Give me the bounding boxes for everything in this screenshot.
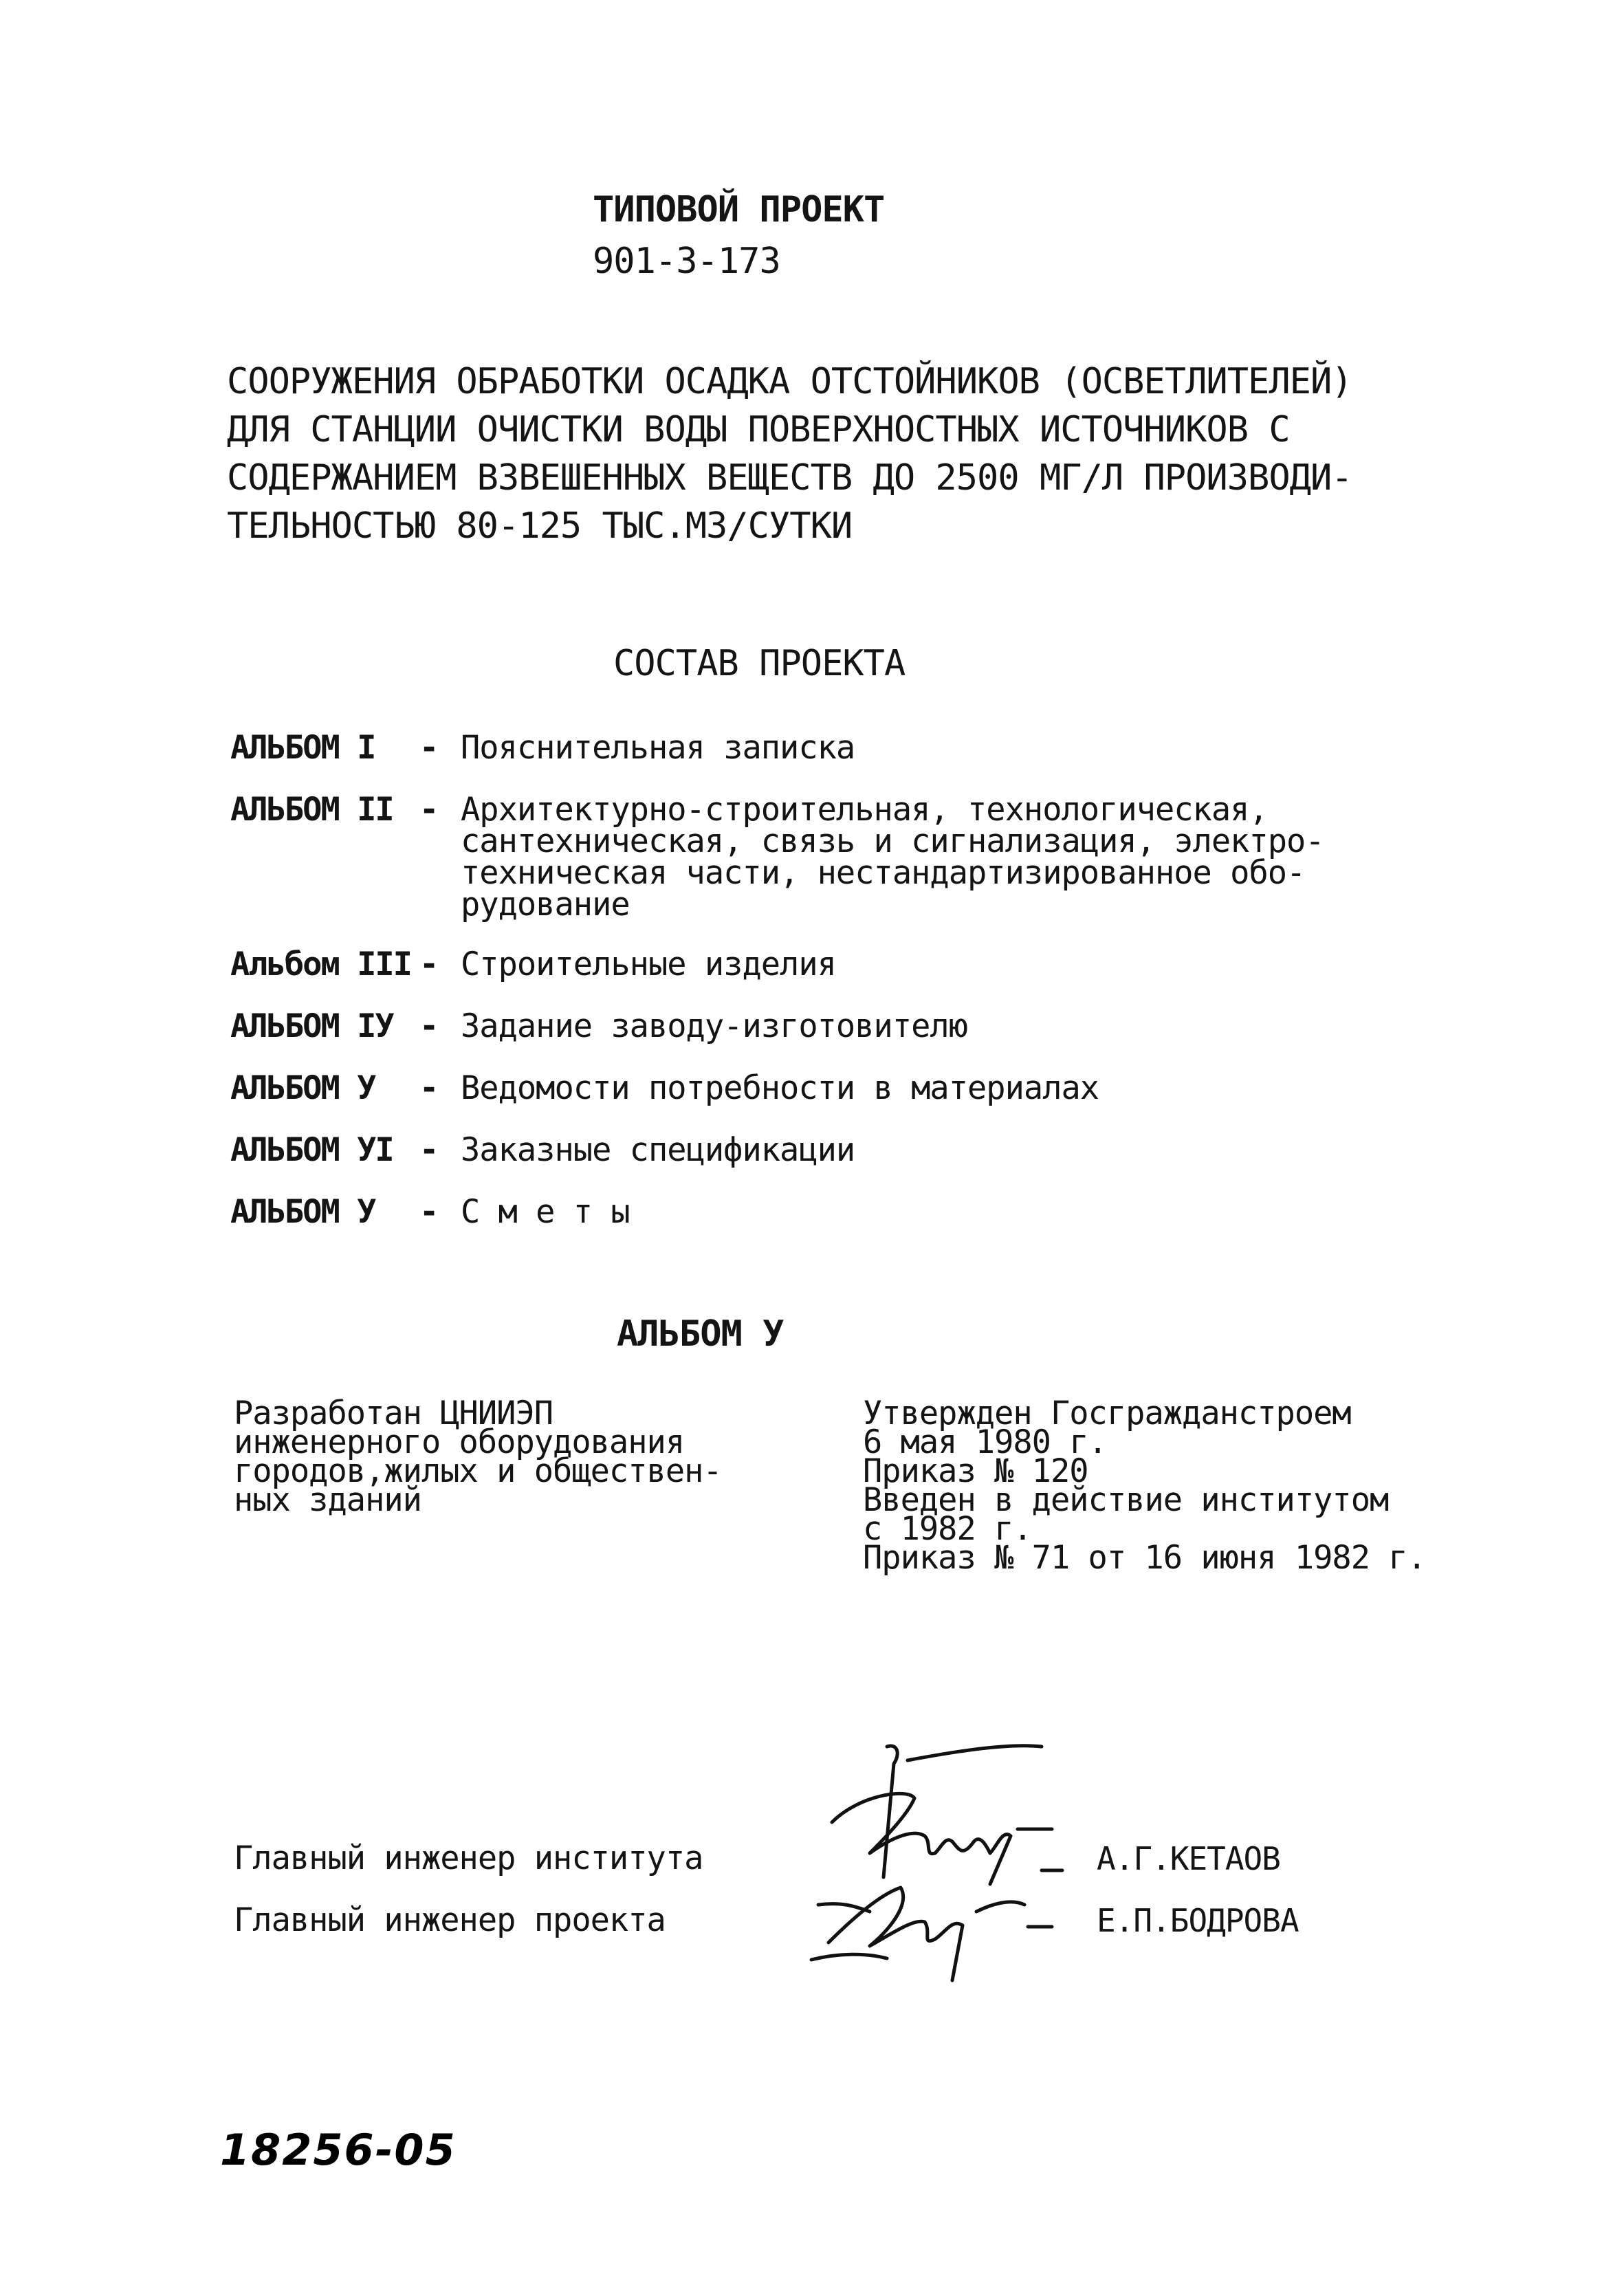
signature-role: Главный инженер проекта [234,1901,666,1939]
document-number: 901-3-173 [593,241,780,282]
developer-line: ных зданий [234,1481,421,1519]
album-name: АЛЬБОМ II [230,791,393,829]
signature-name: А.Г.КЕТАОВ [1097,1840,1280,1877]
approval-line: Введен в действие институтом [863,1481,1389,1519]
current-album-heading: АЛЬБОМ У [617,1313,784,1355]
approval-line: Приказ № 71 от 16 июня 1982 г. [863,1539,1426,1577]
project-title [227,358,1352,550]
album-description [461,1193,1399,1231]
approval-line: Утвержден Госгражданстроем [863,1395,1351,1432]
album-name: АЛЬБОМ У [230,1193,375,1231]
album-row [230,1193,1399,1231]
album-description-line: Архитектурно-строительная, технологическая, [461,791,1268,829]
album-description [461,729,1399,767]
album-dash: - [419,1007,439,1045]
album-description-line: С м е т ы [461,1193,630,1231]
album-name: АЛЬБОМ I [230,729,375,767]
signature-name: Е.П.БОДРОВА [1097,1902,1299,1939]
album-dash: - [419,945,439,983]
album-description-line: Ведомости потребности в материалах [461,1069,1099,1107]
approval-block [863,1395,1468,1577]
album-name: Альбом III [230,945,411,983]
album-description-line: сантехническая, связь и сигнализация, электро- [461,822,1324,860]
album-dash: - [419,1069,439,1107]
title-line: СОДЕРЖАНИЕМ ВЗВЕШЕННЫХ ВЕЩЕСТВ ДО 2500 МГ/Л ПРОИЗВОДИ- [227,457,1352,499]
album-name: АЛЬБОМ УI [230,1131,393,1169]
approval-line: Приказ № 120 [863,1452,1088,1490]
developer-line: городов,жилых и обществен- [234,1452,722,1490]
title-line: ДЛЯ СТАНЦИИ ОЧИСТКИ ВОДЫ ПОВЕРХНОСТНЫХ ИСТОЧНИКОВ С [227,409,1290,450]
album-row [230,1069,1399,1107]
album-description [461,1007,1399,1045]
album-description-line: Задание заводу-изготовителю [461,1007,968,1045]
album-description [461,945,1399,983]
developer-line: Разработан ЦНИИЭП [234,1395,553,1432]
archive-number: 18256-05 [220,2125,457,2175]
album-row [230,1007,1399,1045]
album-dash: - [419,791,439,829]
album-dash: - [419,729,439,767]
handwritten-signatures-icon [804,1733,1079,1994]
album-description-line: техническая части, нестандартизированное обо- [461,854,1306,892]
approval-line: с 1982 г. [863,1510,1032,1548]
developer-line: инженерного оборудования [234,1423,685,1461]
album-description-line: Строительные изделия [461,945,836,983]
album-name: АЛЬБОМ У [230,1069,375,1107]
album-row [230,945,1399,983]
album-description-line: Заказные спецификации [461,1131,855,1169]
album-dash: - [419,1131,439,1169]
album-row [230,1131,1399,1169]
document-type: ТИПОВОЙ ПРОЕКТ [593,189,885,230]
album-description [461,1131,1399,1169]
album-description [461,791,1399,923]
approval-line: 6 мая 1980 г. [863,1423,1107,1461]
developer-block [234,1395,804,1519]
album-description [461,1069,1399,1107]
title-line: ТЕЛЬНОСТЬЮ 80-125 ТЫС.М3/СУТКИ [227,505,853,547]
album-description-line: Пояснительная записка [461,729,855,767]
album-name: АЛЬБОМ IУ [230,1007,393,1045]
album-row [230,729,1399,767]
album-description-line: рудование [461,886,630,923]
contents-heading: СОСТАВ ПРОЕКТА [613,643,906,684]
title-line: СООРУЖЕНИЯ ОБРАБОТКИ ОСАДКА ОТСТОЙНИКОВ (ОСВЕТЛИТЕЛЕЙ) [227,361,1352,402]
album-dash: - [419,1193,439,1231]
signature-role: Главный инженер института [234,1839,703,1877]
album-row [230,791,1399,923]
